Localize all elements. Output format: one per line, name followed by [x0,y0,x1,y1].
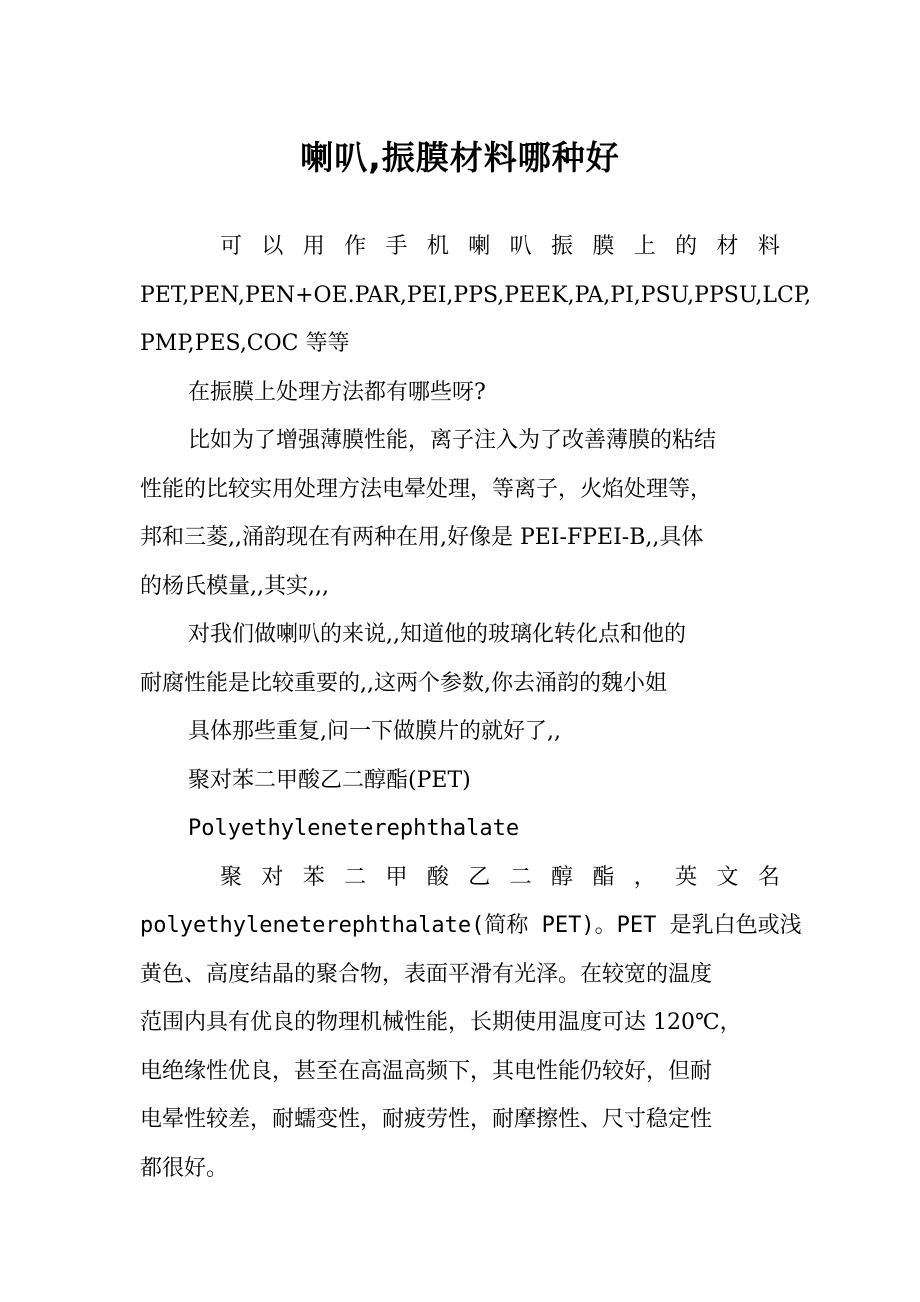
char: 振 [551,234,574,259]
char: 膜 [592,234,615,259]
char: 用 [302,234,325,259]
text-line: 电晕性较差，耐蠕变性，耐疲劳性，耐摩擦性、尺寸稳定性 [140,1107,713,1132]
text-line: 邦和三菱,,涌韵现在有两种在用,好像是 PEI-FPEI-B,,具体 [140,525,704,550]
paragraph-pet-heading [140,757,780,806]
text-line: PMP,PES,COC 等等 [140,331,350,356]
char: 的 [675,234,698,259]
paragraph-speaker-note [140,611,780,708]
paragraph-ask [140,708,780,757]
char: 聚 [220,864,243,890]
char: 英 [675,864,698,890]
document-body [140,223,812,1193]
text-line: 耐腐性能是比较重要的,,这两个参数,你去涌韵的魏小姐 [140,670,667,696]
text-line: 性能的比较实用处理方法电晕处理，等离子，火焰处理等， [140,476,713,502]
char: 对 [261,864,284,890]
text-line [220,223,780,272]
text-line: 电绝缘性优良，甚至在高温高频下，其电性能仍较好，但耐 [140,1058,713,1084]
text-line: 比如为了增强薄膜性能，离子注入为了改善薄膜的粘结 [188,428,717,453]
char: 手 [385,234,408,259]
text-line [220,854,780,903]
text-line: 黄色、高度结晶的聚合物，表面平滑有光泽。在较宽的温度 [140,961,713,987]
text-line: 在振膜上处理方法都有哪些呀? [188,379,486,405]
char: 乙 [468,864,491,890]
char: 喇 [468,234,491,259]
char: 苯 [302,864,325,890]
char: 料 [757,234,780,259]
paragraph-treatment [140,417,780,611]
char: 甲 [385,864,408,890]
char: 酸 [426,864,449,890]
paragraph-pet-english [140,805,780,854]
char: 叭 [509,234,532,259]
text-line: 具体那些重复,问一下做膜片的就好了,, [188,719,561,744]
char: 酯 [592,864,615,890]
char: 作 [344,234,367,259]
char: 上 [633,234,656,259]
paragraph-pet-description [140,854,802,1194]
char: 二 [344,864,367,890]
char: 醇 [551,864,574,890]
paragraph-materials [140,223,812,369]
char: 名 [757,864,780,890]
char: 材 [716,234,739,259]
char: 可 [220,234,243,259]
text-line: PET,PEN,PEN+OE.PAR,PEI,PPS,PEEK,PA,PI,PSU,PPSU,LCP, [140,282,812,308]
text-line: 对我们做喇叭的来说,,知道他的玻璃化转化点和他的 [188,622,686,647]
text-line: 的杨氏模量,,其实,,, [140,573,329,599]
char: ， [633,864,656,890]
char: 文 [716,864,739,890]
text-line: polyethyleneterephthalate(简称 PET)。PET 是乳白色或浅 [140,913,802,938]
text-line: 都很好。 [140,1155,229,1181]
paragraph-question [140,369,780,418]
page-title: 喇叭,振膜材料哪种好 [300,138,620,178]
char: 二 [509,864,532,890]
char: 机 [426,234,449,259]
char: 以 [261,234,284,259]
text-line: 范围内具有优良的物理机械性能，长期使用温度可达 120℃， [140,1010,742,1035]
text-line: 聚对苯二甲酸乙二醇酯(PET) [188,767,471,793]
text-line: Polyethyleneterephthalate [188,816,520,841]
